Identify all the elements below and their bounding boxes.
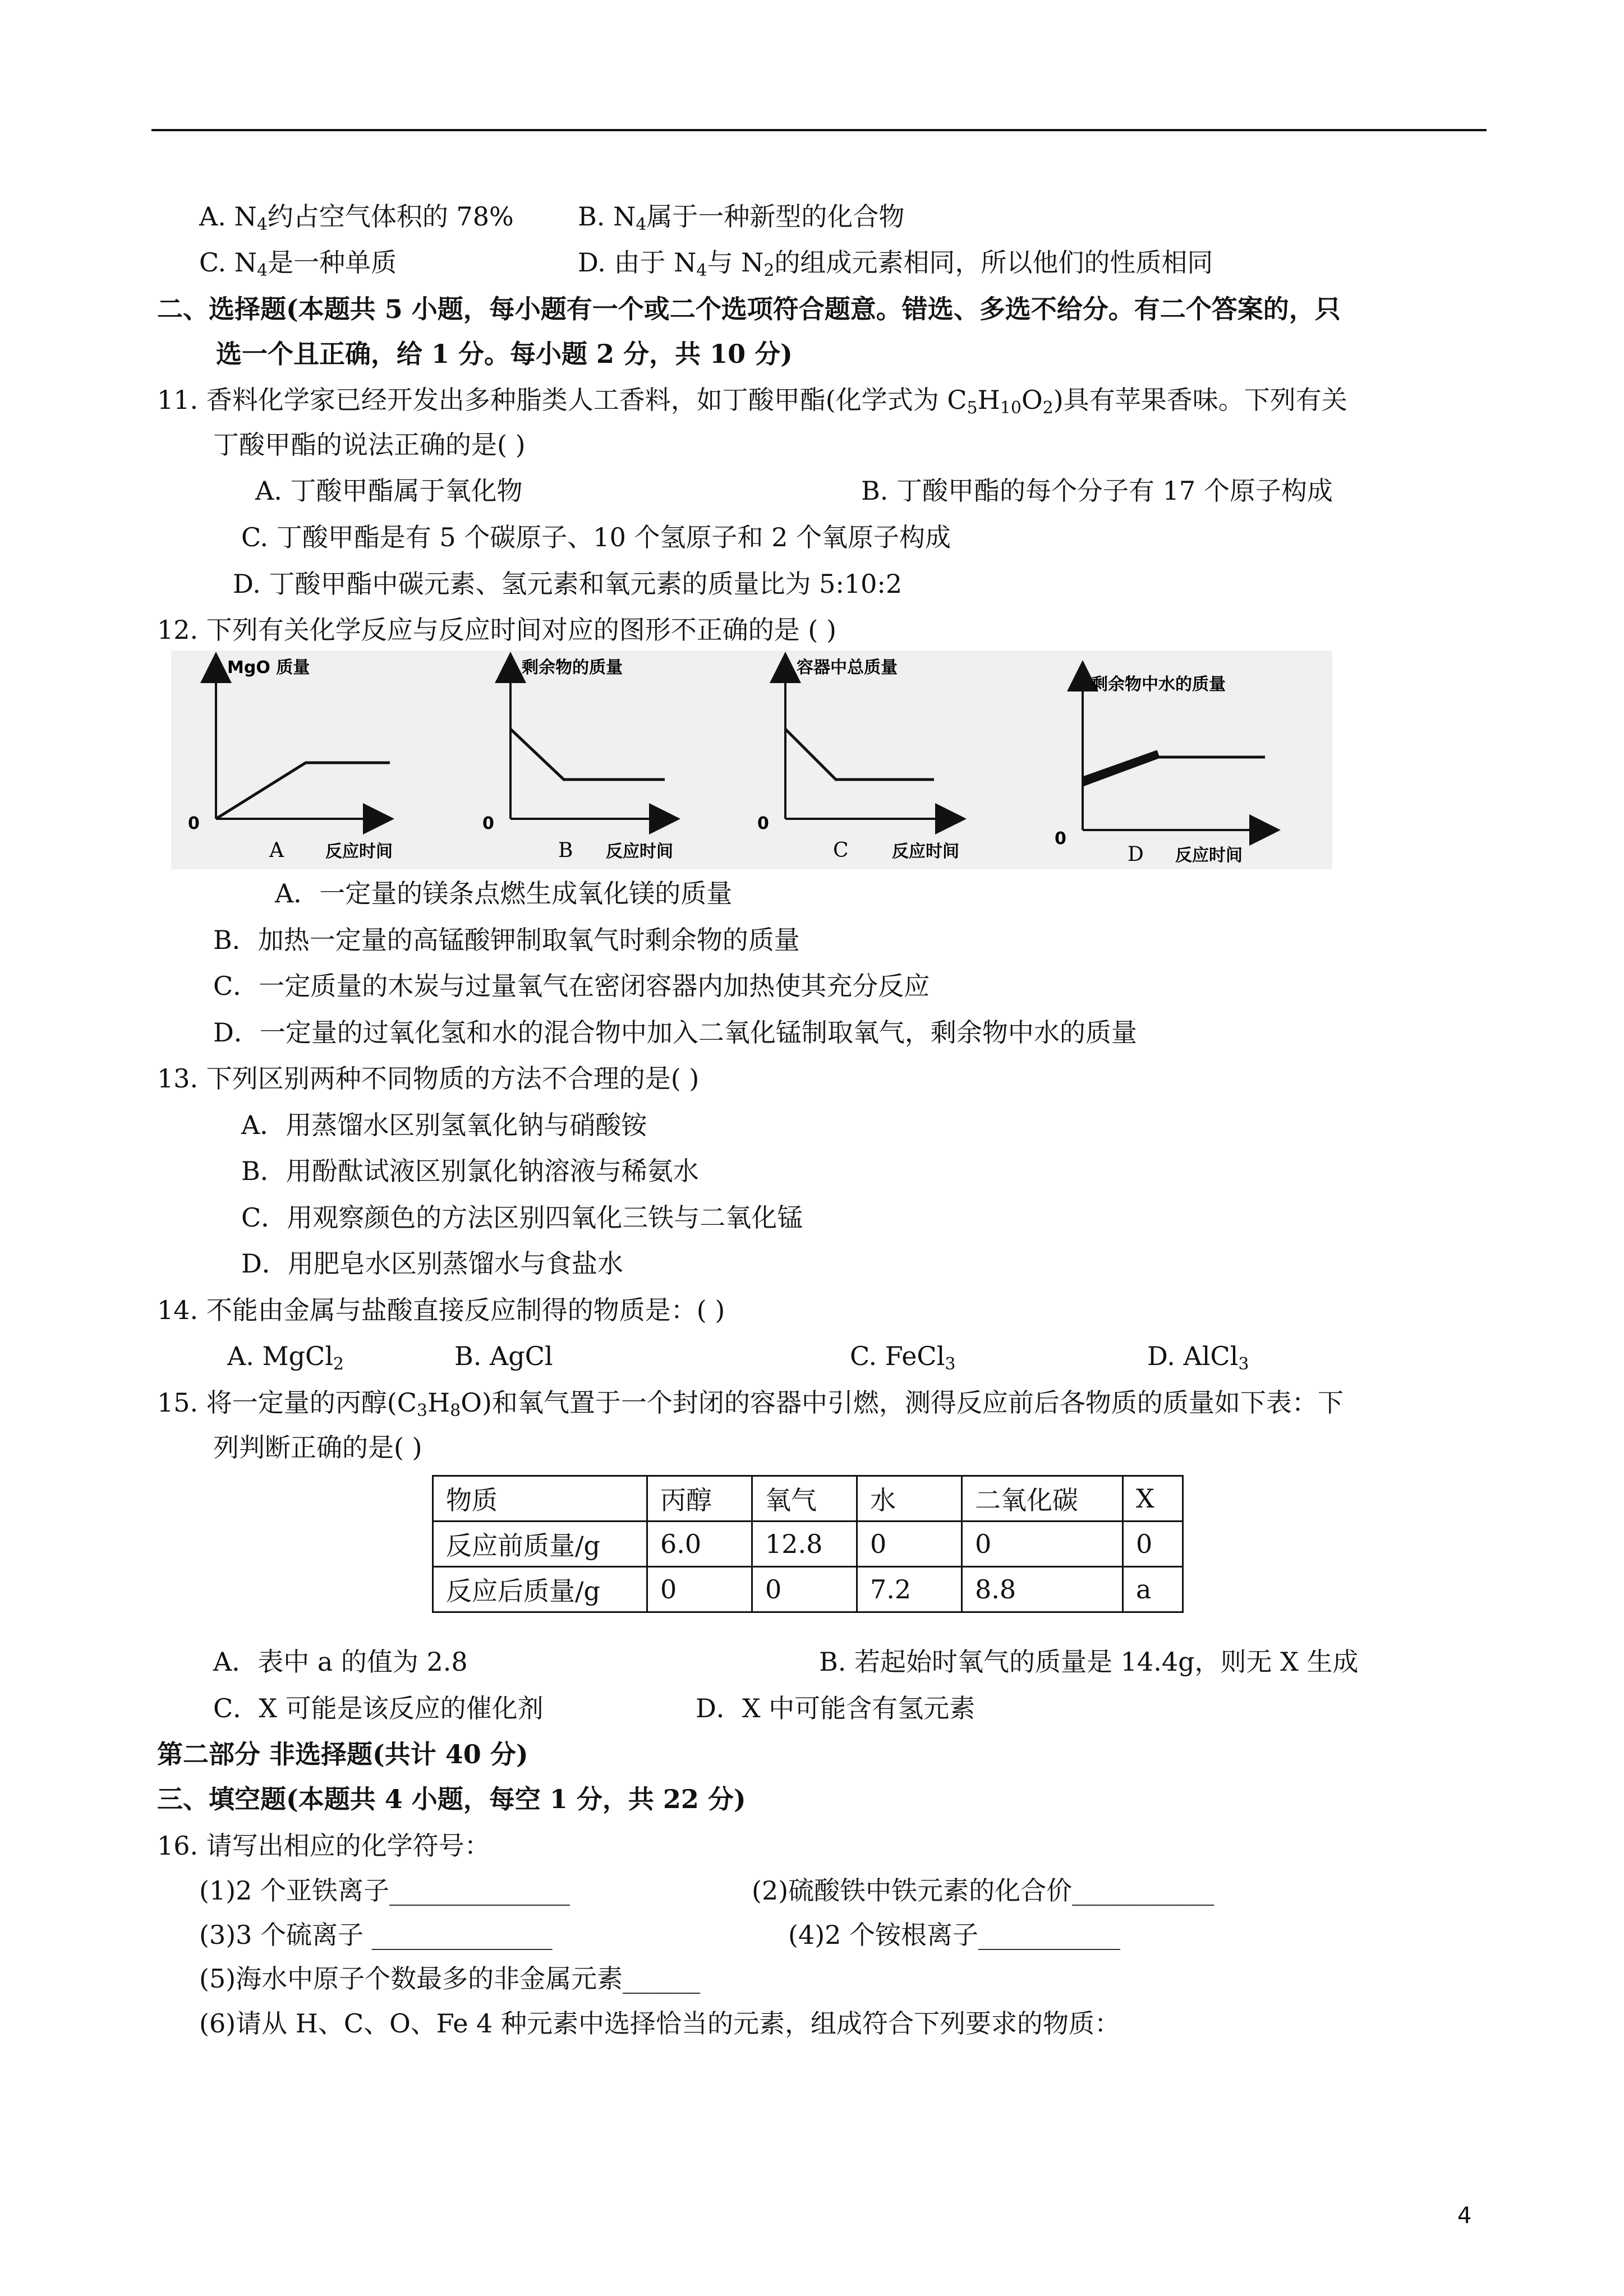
q13-option-a: A．用蒸馏水区别氢氧化钠与硝酸铵 xyxy=(241,1110,647,1140)
table-row xyxy=(433,1567,1183,1612)
q12-option-a: A．一定量的镁条点燃生成氧化镁的质量 xyxy=(275,878,733,909)
q15-stem-line2: 列判断正确的是( ) xyxy=(213,1432,422,1463)
q14-option-c: C. FeCl$_3$ xyxy=(850,1341,956,1374)
chart-a-curve xyxy=(216,763,390,819)
q11-option-d: D. 丁酸甲酯中碳元素、氢元素和氧元素的质量比为 5:10:2 xyxy=(233,569,903,599)
q16-item-1: (1)2 个亚铁离子______________ xyxy=(199,1875,571,1906)
chart-d-ylabel: 剩余物中水的质量 xyxy=(1091,675,1226,694)
table-header-cell: 丙醇 xyxy=(647,1476,752,1522)
q16-item-3: (3)3 个硫离子 ______________ xyxy=(199,1920,553,1950)
chart-d xyxy=(1055,675,1265,866)
section2-heading-line2: 选一个且正确，给 1 分。每小题 2 分，共 10 分) xyxy=(216,339,793,369)
chart-b-origin: 0 xyxy=(482,814,494,833)
section3-heading: 三、填空题(本题共 4 小题，每空 1 分，共 22 分) xyxy=(157,1784,746,1814)
chart-c-letter: C xyxy=(833,839,849,862)
q15-option-b: B. 若起始时氧气的质量是 14.4g，则无 X 生成 xyxy=(819,1647,1359,1677)
table-row xyxy=(433,1522,1183,1567)
q16-item-2: (2)硫酸铁中铁元素的化合价___________ xyxy=(752,1875,1214,1906)
chart-a-letter: A xyxy=(269,839,284,862)
q10-option-a: A. $N_4$约占空气体积的 78% xyxy=(199,201,514,234)
q12-stem: 12. 下列有关化学反应与反应时间对应的图形不正确的是 ( ) xyxy=(157,615,836,645)
part2-heading: 第二部分 非选择题(共计 40 分) xyxy=(157,1739,528,1769)
q16-item-4: (4)2 个铵根离子___________ xyxy=(788,1920,1121,1950)
q13-option-c: C．用观察颜色的方法区别四氧化三铁与二氧化锰 xyxy=(241,1202,803,1233)
q15-option-c: C．X 可能是该反应的催化剂 xyxy=(213,1693,544,1723)
table-cell: 0 xyxy=(857,1522,962,1567)
chart-d-origin: 0 xyxy=(1055,829,1066,849)
q11-stem-line2: 丁酸甲酯的说法正确的是( ) xyxy=(213,430,526,460)
q16-item-5: (5)海水中原子个数最多的非金属元素______ xyxy=(199,1963,701,1994)
chart-c-xlabel: 反应时间 xyxy=(892,842,959,861)
page-number: 4 xyxy=(1457,2203,1472,2229)
chart-d-xlabel: 反应时间 xyxy=(1175,846,1243,865)
chart-b-ylabel: 剩余物的质量 xyxy=(522,658,623,677)
q15-table xyxy=(432,1475,1184,1613)
q11-option-c: C. 丁酸甲酯是有 5 个碳原子、10 个氢原子和 2 个氧原子构成 xyxy=(241,522,951,552)
chart-a xyxy=(188,658,393,862)
table-header-cell: 水 xyxy=(857,1476,962,1522)
q11-option-b: B. 丁酸甲酯的每个分子有 17 个原子构成 xyxy=(861,476,1333,506)
top-rule xyxy=(151,129,1487,131)
chart-b xyxy=(482,658,673,862)
q13-option-b: B．用酚酞试液区别氯化钠溶液与稀氨水 xyxy=(241,1156,699,1186)
table-cell: a xyxy=(1123,1567,1183,1612)
table-cell: 8.8 xyxy=(962,1567,1123,1612)
table-header-cell: X xyxy=(1123,1476,1183,1522)
q12-charts-svg xyxy=(171,651,1332,869)
q12-charts-panel xyxy=(171,651,1332,869)
table-header-cell: 二氧化碳 xyxy=(962,1476,1123,1522)
table-cell: 0 xyxy=(647,1567,752,1612)
q12-option-d: D．一定量的过氧化氢和水的混合物中加入二氧化锰制取氧气，剩余物中水的质量 xyxy=(213,1017,1137,1048)
q15-option-a: A．表中 a 的值为 2.8 xyxy=(213,1647,468,1677)
q14-option-a: A. MgCl$_2$ xyxy=(227,1341,344,1374)
q10-option-d: D. 由于 $N_4$与 $N_2$的组成元素相同，所以他们的性质相同 xyxy=(578,247,1213,280)
section2-heading-line1: 二、选择题(本题共 5 小题，每小题有一个或二个选项符合题意。错选、多选不给分。有二个答案的，只 xyxy=(157,294,1341,324)
chart-c-origin: 0 xyxy=(757,814,769,833)
chart-c-ylabel: 容器中总质量 xyxy=(797,658,898,677)
table-header-cell: 氧气 xyxy=(752,1476,857,1522)
table-header-row xyxy=(433,1476,1183,1522)
chart-a-ylabel: MgO 质量 xyxy=(227,658,310,677)
q14-option-d: D. AlCl$_3$ xyxy=(1147,1341,1249,1374)
table-cell: 6.0 xyxy=(647,1522,752,1567)
q15-stem: 15. 将一定量的丙醇$(C_3H_8O)$和氧气置于一个封闭的容器中引燃，测得反应前后各物质的质量如下表：下 xyxy=(157,1387,1344,1421)
chart-a-origin: 0 xyxy=(188,814,200,833)
chart-b-letter: B xyxy=(558,839,573,862)
q12-option-b: B．加热一定量的高锰酸钾制取氧气时剩余物的质量 xyxy=(213,925,800,955)
chart-a-xlabel: 反应时间 xyxy=(325,842,393,861)
chart-d-letter: D xyxy=(1128,843,1144,866)
q10-option-c: C. $N_4$是一种单质 xyxy=(199,247,397,280)
q10-option-b: B. $N_4$属于一种新型的化合物 xyxy=(578,201,905,234)
chart-c xyxy=(757,658,959,862)
q15-option-d: D．X 中可能含有氢元素 xyxy=(696,1693,976,1723)
chart-b-xlabel: 反应时间 xyxy=(606,842,673,861)
table-cell: 7.2 xyxy=(857,1567,962,1612)
q11-stem: 11. 香料化学家已经开发出多种脂类人工香料，如丁酸甲酯(化学式为 $C_5H_{10}O_2$)具有苹果香味。下列有关 xyxy=(157,385,1347,418)
table-cell: 0 xyxy=(752,1567,857,1612)
table-cell: 反应前质量/g xyxy=(433,1522,647,1567)
chart-d-curve-thick xyxy=(1083,754,1158,781)
table-cell: 0 xyxy=(1123,1522,1183,1567)
chart-b-curve xyxy=(510,729,665,780)
q14-option-b: B. AgCl xyxy=(454,1341,553,1371)
table-cell: 反应后质量/g xyxy=(433,1567,647,1612)
table-cell: 12.8 xyxy=(752,1522,857,1567)
table-cell: 0 xyxy=(962,1522,1123,1567)
q13-option-d: D．用肥皂水区别蒸馏水与食盐水 xyxy=(241,1248,623,1279)
chart-c-curve xyxy=(785,729,934,780)
q16-item-6: (6)请从 H、C、O、Fe 4 种元素中选择恰当的元素，组成符合下列要求的物质： xyxy=(199,2008,1120,2039)
q13-stem: 13. 下列区别两种不同物质的方法不合理的是( ) xyxy=(157,1063,700,1094)
q11-option-a: A. 丁酸甲酯属于氧化物 xyxy=(255,476,523,506)
q12-option-c: C．一定质量的木炭与过量氧气在密闭容器内加热使其充分反应 xyxy=(213,971,930,1001)
table-header-cell: 物质 xyxy=(433,1476,647,1522)
q16-stem: 16. 请写出相应的化学符号： xyxy=(157,1831,490,1861)
q14-stem: 14. 不能由金属与盐酸直接反应制得的物质是：( ) xyxy=(157,1295,725,1325)
